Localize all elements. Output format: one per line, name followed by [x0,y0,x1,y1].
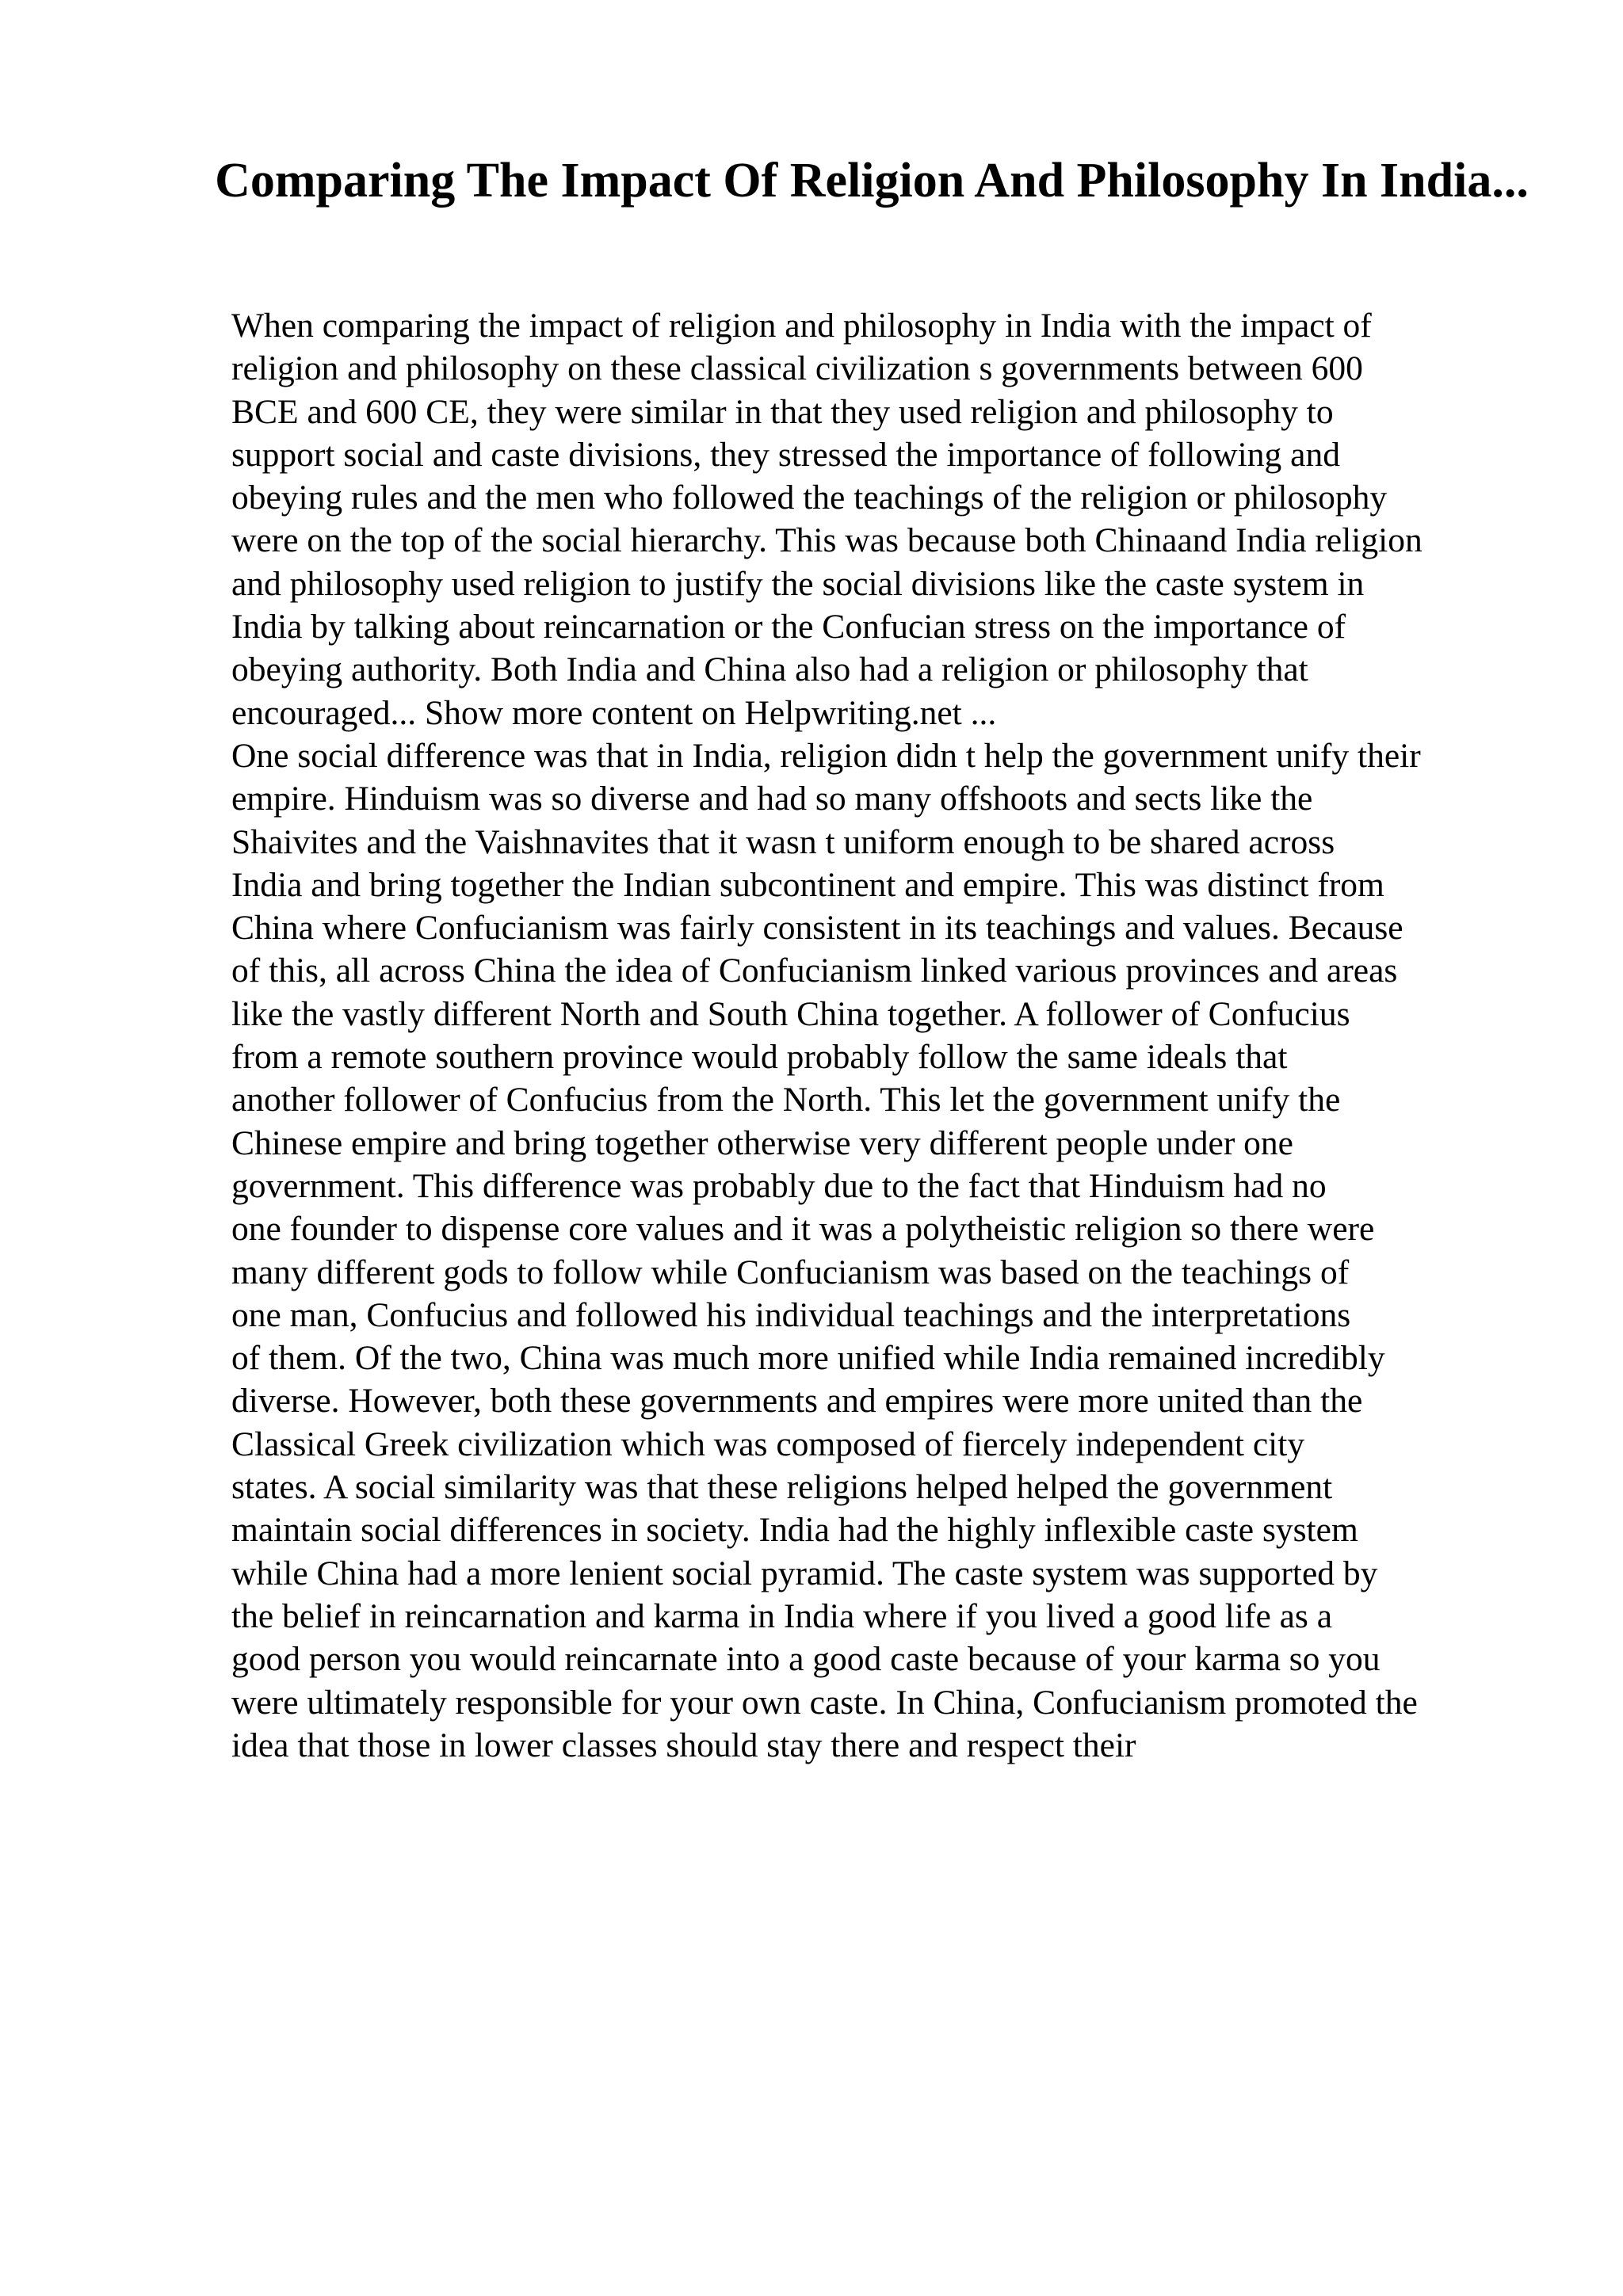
body-text-line: China where Confucianism was fairly consistent in its teachings and values. Because [231,909,1403,948]
body-text-line: religion and philosophy on these classical civilization s governments between 600 [231,349,1363,388]
body-text-line: When comparing the impact of religion and philosophy in India with the impact of [231,307,1372,345]
body-text-line: One social difference was that in India, religion didn t help the government unify their [231,736,1421,775]
body-text-line: BCE and 600 CE, they were similar in that they used religion and philosophy to [231,392,1334,431]
body-text-line: and philosophy used religion to justify the social divisions like the caste system in [231,564,1365,603]
body-text-line: idea that those in lower classes should stay there and respect their [231,1726,1136,1764]
body-text-line: the belief in reincarnation and karma in India where if you lived a good life as a [231,1596,1333,1635]
body-text-line: obeying rules and the men who followed the teachings of the religion or philosophy [231,479,1388,517]
body-text-line: Classical Greek civilization which was composed of fiercely independent city [231,1425,1305,1463]
body-text-line: while China had a more lenient social pyramid. The caste system was supported by [231,1554,1378,1592]
body-text-line: diverse. However, both these governments and empires were more united than the [231,1382,1363,1421]
body-text-line: many different gods to follow while Confucianism was based on the teachings of [231,1253,1350,1291]
body-text-line: India and bring together the Indian subcontinent and empire. This was distinct from [231,865,1384,904]
body-text-line: support social and caste divisions, they stressed the importance of following and [231,435,1340,474]
body-text-line: states. A social similarity was that these religions helped helped the government [231,1468,1333,1507]
body-text-line: government. This difference was probably due to the fact that Hinduism had no [231,1166,1327,1205]
body-text-line: one man, Confucius and followed his individual teachings and the interpretations [231,1295,1351,1334]
body-text-line: were on the top of the social hierarchy. This was because both Chinaand India religion [231,521,1423,560]
body-text-line: maintain social differences in society. India had the highly inflexible caste system [231,1511,1358,1550]
body-text-line: from a remote southern province would probably follow the same ideals that [231,1038,1288,1077]
body-text-line: obeying authority. Both India and China also had a religion or philosophy that [231,650,1308,689]
document-title: Comparing The Impact Of Religion And Philosophy In India... [215,154,1529,208]
body-text-line: were ultimately responsible for your own caste. In China, Confucianism promoted the [231,1683,1418,1722]
body-text-line: one founder to dispense core values and it was a polytheistic religion so there were [231,1210,1375,1249]
body-text-line: Chinese empire and bring together otherwise very different people under one [231,1123,1293,1162]
body-text-line: empire. Hinduism was so diverse and had so many offshoots and sects like the [231,780,1313,818]
document-body [231,304,1610,1767]
body-text-line: Shaivites and the Vaishnavites that it wasn t uniform enough to be shared across [231,822,1335,861]
body-text-line: good person you would reincarnate into a good caste because of your karma so you [231,1640,1381,1679]
body-text-line: of this, all across China the idea of Confucianism linked various provinces and areas [231,952,1398,990]
body-text-line: encouraged... Show more content on Helpwriting.net ... [231,693,997,732]
body-text-line: like the vastly different North and South China together. A follower of Confucius [231,994,1350,1033]
body-text-line: of them. Of the two, China was much more unified while India remained incredibly [231,1339,1385,1378]
body-text-line: another follower of Confucius from the North. This let the government unify the [231,1081,1341,1119]
body-text-line: India by talking about reincarnation or the Confucian stress on the importance of [231,608,1346,646]
